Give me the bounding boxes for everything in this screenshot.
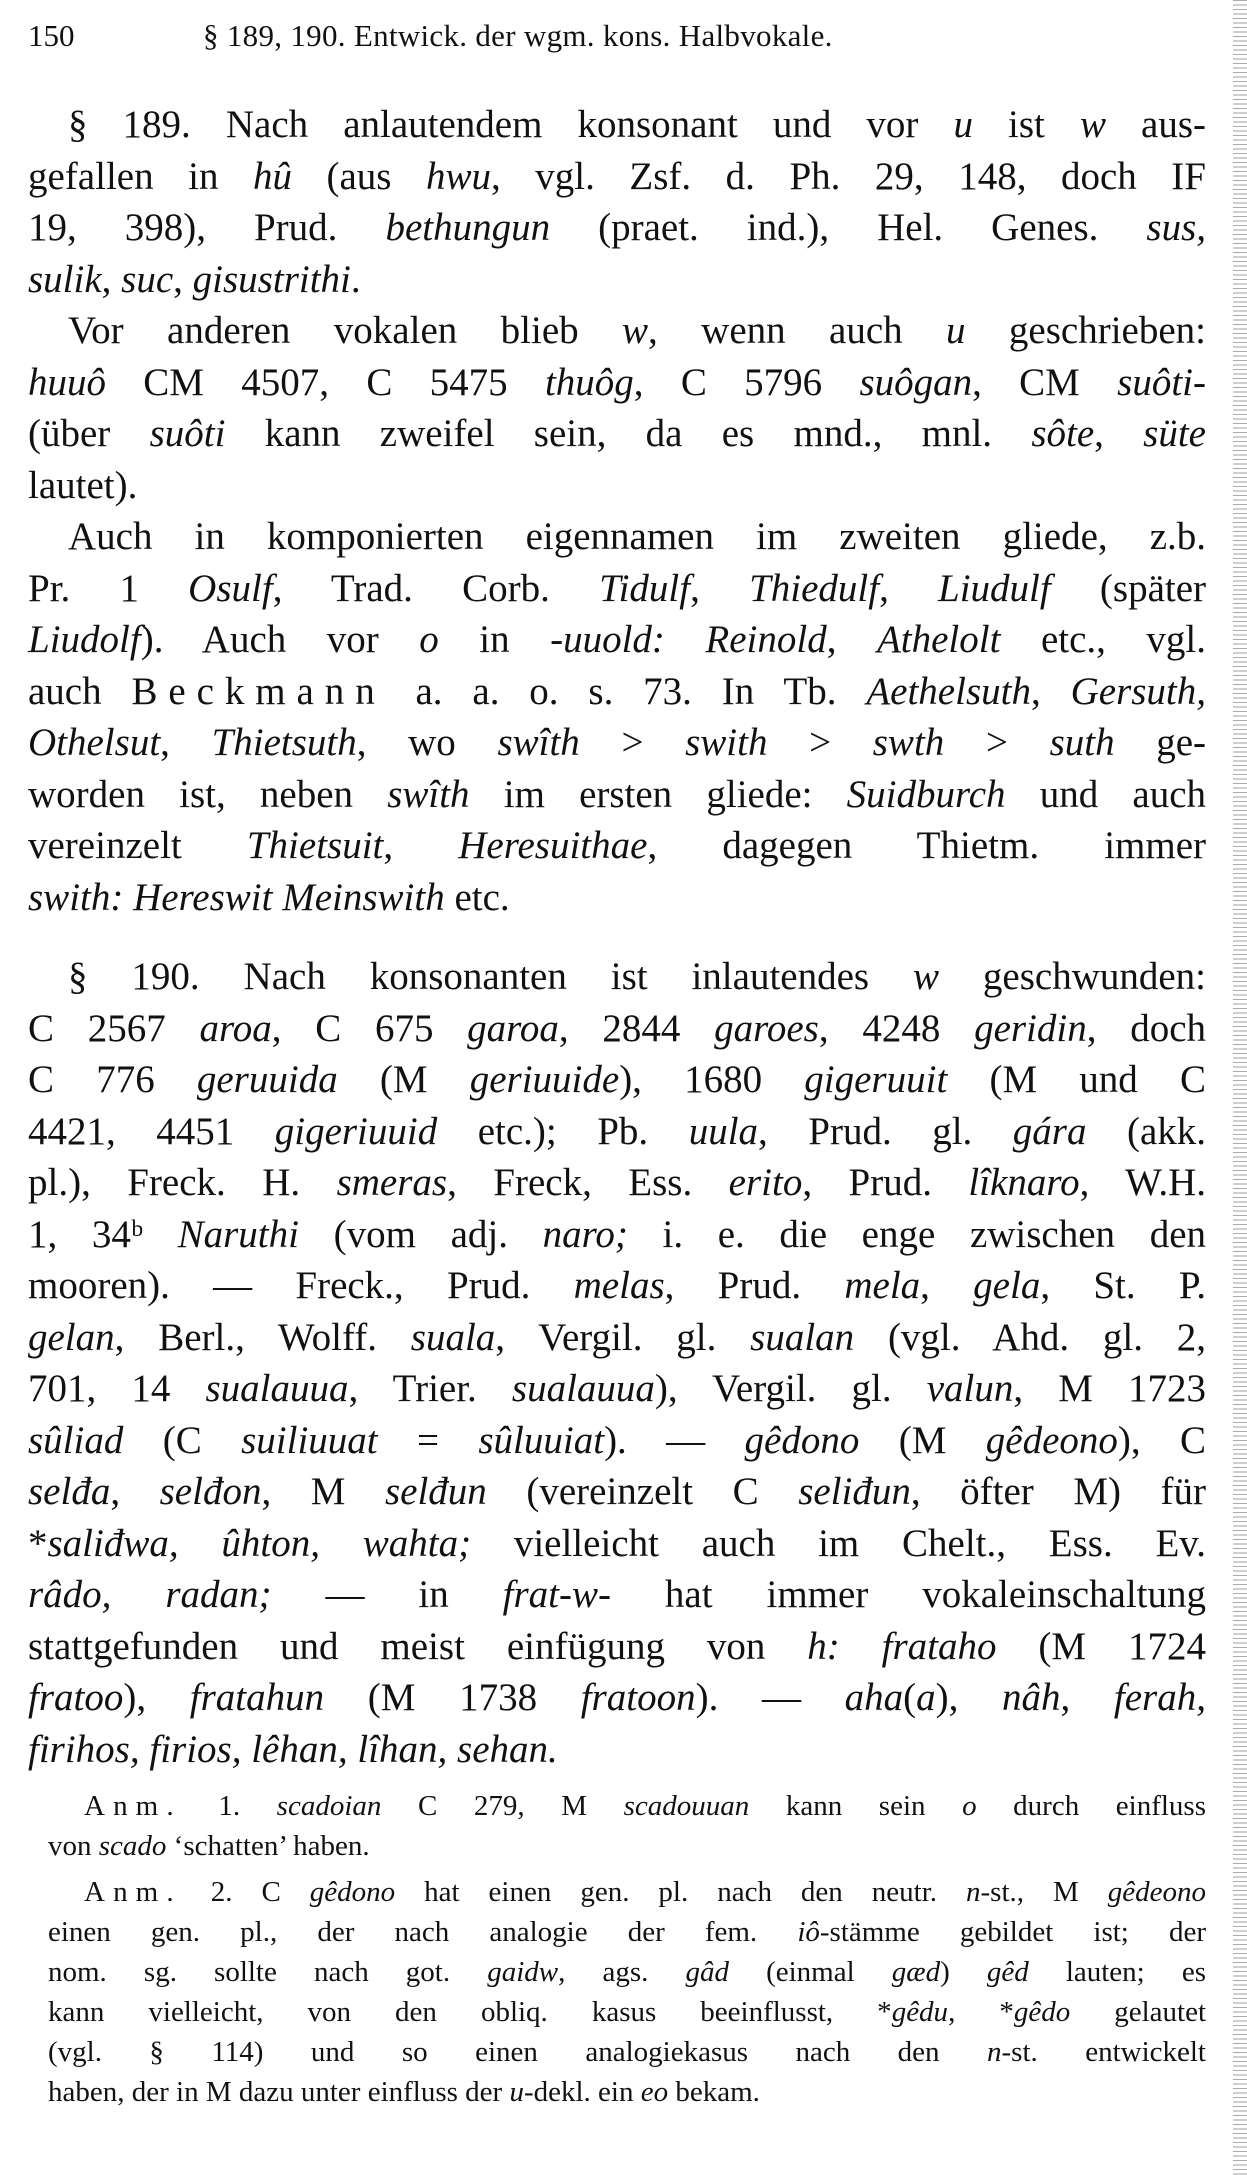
roman-text: ,: [383, 824, 459, 867]
italic-text: sualauua: [511, 1367, 655, 1410]
text-line: [28, 1518, 1206, 1570]
roman-text: >: [944, 721, 1050, 764]
roman-text: (M und C: [947, 1058, 1206, 1101]
italic-text: Gersuth,: [1070, 669, 1207, 713]
roman-text: >: [767, 721, 873, 764]
roman-text: 701, 14: [28, 1367, 206, 1410]
italic-text: gêdeono: [1107, 1876, 1207, 1908]
text-line: [48, 1992, 1206, 2032]
italic-text: geruuida: [196, 1058, 338, 1101]
italic-text: gêdo: [1013, 1996, 1071, 2028]
italic-text: fratoo: [28, 1676, 124, 1719]
text-line: [28, 1209, 1206, 1261]
italic-text: saliđwa, ûhton, wahta;: [47, 1521, 472, 1565]
roman-text: -dekl. ein: [523, 2076, 641, 2108]
paragraph-compound-names: [28, 511, 1206, 923]
text-line: [28, 202, 1206, 254]
text-line: [28, 717, 1206, 769]
roman-text: lauten; es: [1028, 1956, 1206, 1988]
roman-text: , C 675: [271, 1006, 468, 1050]
roman-text: hat einen gen. pl. nach den neutr.: [395, 1876, 967, 1908]
italic-text: nâh: [1002, 1676, 1061, 1719]
roman-text: ,: [826, 618, 877, 661]
italic-text: suth: [1049, 721, 1115, 764]
roman-text: Vor anderen vokalen blieb: [68, 309, 623, 352]
paragraph-other-vowels: [28, 305, 1206, 511]
roman-text: (einmal: [728, 1956, 892, 1988]
italic-text: Suidburch: [846, 772, 1006, 816]
roman-text: § 189. Nach anlautendem konsonant und vor: [68, 103, 954, 146]
italic-text: gæd: [891, 1956, 941, 1988]
italic-text: garoes: [714, 1006, 819, 1050]
roman-text: kann zweifel sein, da es mnd., mnl.: [225, 412, 1032, 455]
italic-text: swîth: [497, 721, 580, 764]
roman-text: ,: [1094, 412, 1144, 455]
roman-text: ist: [972, 103, 1080, 146]
italic-text: gigeriuuid: [274, 1109, 438, 1153]
italic-text: o: [962, 1790, 977, 1822]
roman-text: , ags.: [558, 1956, 686, 1988]
roman-text: bekam.: [668, 2076, 760, 2108]
roman-text: (vom adj.: [298, 1212, 543, 1256]
italic-text: fratahun: [189, 1676, 325, 1719]
italic-text: Heresuithae: [458, 824, 648, 867]
roman-text: pl.), Freck. H.: [28, 1161, 337, 1204]
roman-text: a. a. o. s. 73. In Tb.: [385, 669, 867, 713]
roman-text: , vgl. Zsf. d. Ph. 29, 148, doch IF: [491, 154, 1206, 198]
roman-text: kann sein: [749, 1790, 963, 1822]
roman-text: (vgl. § 114) und so einen analogiekasus nach den: [48, 2036, 987, 2068]
roman-text: von: [48, 1830, 99, 1862]
italic-text: gaidw: [487, 1956, 559, 1988]
roman-text: durch einfluss: [976, 1790, 1206, 1822]
roman-text: etc.); Pb.: [437, 1109, 689, 1153]
italic-text: melas: [573, 1264, 665, 1307]
roman-text: einen gen. pl., der nach analogie der fem.: [48, 1916, 798, 1948]
roman-text: C 2567: [28, 1006, 200, 1050]
italic-text: thuôg: [544, 360, 634, 404]
roman-text: , St. P.: [1040, 1264, 1206, 1307]
italic-text: uula: [688, 1109, 759, 1153]
roman-text: geschrieben:: [965, 309, 1206, 352]
roman-text: vielleicht auch im Chelt., Ess. Ev.: [471, 1521, 1206, 1565]
italic-text: w: [622, 309, 649, 352]
italic-text: selđun: [384, 1470, 487, 1513]
text-line: [28, 1569, 1206, 1621]
italic-text: aroa: [199, 1006, 272, 1050]
roman-text: ): [940, 1956, 987, 1988]
roman-text: , Berl., Wolff.: [114, 1315, 411, 1359]
paragraph-annotation-1: [48, 1786, 1206, 1866]
text-line: [28, 254, 1206, 306]
roman-text: , 2844: [558, 1006, 715, 1050]
roman-text: aus-: [1105, 103, 1206, 146]
roman-text: hat immer vokaleinschaltung: [611, 1573, 1206, 1616]
roman-text: ,: [173, 257, 193, 301]
roman-text: ). —: [695, 1676, 845, 1719]
roman-text: vereinzelt: [28, 824, 247, 867]
italic-text: Athelolt: [876, 618, 1001, 661]
italic-text: gêdeono: [985, 1418, 1118, 1462]
roman-text: (vereinzelt C: [486, 1470, 799, 1513]
roman-text: kann vielleicht, von den obliq. kasus beeinflusst, *: [48, 1996, 892, 2028]
text-line: [28, 872, 1206, 924]
italic-text: Thietsuth: [211, 721, 357, 764]
italic-text: ferah,: [1113, 1676, 1206, 1719]
text-line: [48, 2072, 1206, 2112]
roman-text: , *: [948, 1996, 1014, 2028]
roman-text: worden ist, neben: [28, 772, 388, 816]
italic-text: gêdu: [891, 1996, 949, 2028]
roman-text: Auch in komponierten eigennamen im zweiten gliede, z.b.: [68, 515, 1206, 558]
roman-text: C 279, M: [381, 1790, 624, 1822]
text-line: [28, 1312, 1206, 1364]
roman-text: , Freck, Ess.: [447, 1161, 729, 1204]
italic-text: frat-w-: [502, 1573, 611, 1616]
roman-text: ). —: [604, 1418, 745, 1462]
italic-text: firihos, firios, lêhan, lîhan, sehan.: [28, 1727, 558, 1771]
italic-text: Naruthi: [177, 1212, 299, 1256]
roman-text: (M 1738: [324, 1676, 581, 1719]
italic-text: gâd: [685, 1956, 729, 1988]
text-line: [28, 305, 1206, 357]
roman-text: 1.: [181, 1790, 277, 1822]
roman-text: etc., vgl.: [1000, 618, 1206, 661]
text-line: [48, 2032, 1206, 2072]
roman-text: , öfter M) für: [910, 1470, 1207, 1513]
text-line: [48, 1826, 1206, 1866]
text-line: [28, 1003, 1206, 1055]
text-line: [28, 1415, 1206, 1467]
roman-text: , doch: [1086, 1006, 1207, 1050]
italic-text: selđon: [159, 1470, 262, 1513]
page-body: [28, 99, 1206, 2112]
italic-text: bethungun: [385, 206, 551, 249]
roman-text: CM 4507, C 5475: [106, 360, 545, 404]
roman-text: stattgefunden und meist einfügung von: [28, 1624, 808, 1668]
roman-text: *: [28, 1521, 48, 1565]
italic-text: süte: [1143, 412, 1206, 455]
italic-text: Thiedulf: [749, 566, 880, 610]
roman-text: C 776: [28, 1058, 197, 1101]
roman-text: (M: [859, 1418, 986, 1462]
roman-text: , wenn auch: [648, 309, 947, 352]
roman-text: ,: [101, 257, 122, 301]
roman-text: -st., M: [980, 1876, 1108, 1908]
text-line: [28, 151, 1206, 203]
italic-text: suôgan: [859, 360, 973, 404]
italic-text: valun: [926, 1367, 1014, 1410]
italic-text: suôti-: [1117, 360, 1206, 404]
text-line: [48, 1952, 1206, 1992]
roman-text: , Trad. Corb.: [272, 566, 600, 610]
italic-text: sûluuiat: [478, 1418, 605, 1462]
roman-text: ,: [920, 1264, 974, 1307]
paragraph-section-189: [28, 99, 1206, 305]
roman-text: ,: [1030, 669, 1071, 713]
roman-text: , Vergil. gl.: [495, 1315, 751, 1359]
text-line: [28, 1672, 1206, 1724]
text-line: [28, 769, 1206, 821]
roman-text: gefallen in: [28, 154, 253, 198]
roman-text: auch: [28, 669, 132, 713]
text-line: [48, 1912, 1206, 1952]
italic-text: geriuuide: [469, 1058, 620, 1101]
roman-text: etc.: [444, 875, 510, 919]
text-line: [28, 99, 1206, 151]
italic-text: naro;: [542, 1212, 628, 1256]
italic-text: swith: [685, 721, 768, 764]
text-line: [28, 1724, 1206, 1776]
text-line: [28, 460, 1206, 512]
italic-text: gelan: [28, 1315, 115, 1359]
roman-text: , W.H.: [1079, 1161, 1206, 1204]
roman-text: -stämme gebildet ist; der: [819, 1916, 1206, 1948]
roman-text: i. e. die enge zwischen den: [627, 1212, 1206, 1256]
roman-text: (akk.: [1086, 1109, 1207, 1153]
roman-text: , M 1723: [1013, 1367, 1206, 1410]
italic-text: lîknaro: [968, 1161, 1080, 1204]
italic-text: Aethelsuth: [866, 669, 1031, 713]
italic-text: gêdono: [744, 1418, 860, 1462]
italic-text: sualan: [750, 1315, 855, 1359]
paragraph-section-190: [28, 951, 1206, 1775]
italic-text: h: frataho: [807, 1624, 997, 1668]
italic-text: scado: [98, 1830, 167, 1862]
roman-text: gelautet: [1070, 1996, 1207, 2028]
italic-text: gigeruuit: [804, 1058, 948, 1101]
roman-text: -st. entwickelt: [1001, 2036, 1206, 2068]
roman-text: =: [377, 1418, 479, 1462]
roman-text: , M: [261, 1470, 385, 1513]
italic-text: w: [912, 955, 939, 998]
italic-text: o: [419, 618, 439, 661]
text-line: [28, 951, 1206, 1003]
roman-text: (M: [337, 1058, 470, 1101]
roman-text: .: [350, 257, 361, 301]
italic-text: gisustrithi: [192, 257, 351, 301]
italic-text: Thietsuit: [246, 824, 384, 867]
italic-text: suc: [121, 257, 174, 301]
roman-text: ‘schatten’ haben.: [166, 1830, 370, 1862]
roman-text: (praet. ind.), Hel. Genes.: [550, 206, 1147, 249]
roman-text: 1, 34ᵇ: [28, 1212, 178, 1256]
roman-text: im ersten gliede:: [469, 772, 847, 816]
italic-text: fratoon: [580, 1676, 696, 1719]
italic-text: swîth: [387, 772, 470, 816]
spaced-text: Beckmann: [131, 669, 386, 713]
text-line: [28, 1157, 1206, 1209]
roman-text: 4421, 4451: [28, 1109, 275, 1153]
italic-text: -uuold: Reinold: [550, 618, 827, 661]
roman-text: haben, der in M dazu unter einfluss der: [48, 2076, 510, 2108]
text-line: [48, 1872, 1206, 1912]
italic-text: a: [916, 1676, 936, 1719]
text-line: [28, 511, 1206, 563]
roman-text: § 190. Nach konsonanten ist inlautendes: [68, 955, 913, 998]
text-line: [28, 1363, 1206, 1415]
italic-text: sualauua: [205, 1367, 349, 1410]
italic-text: aha: [844, 1676, 904, 1719]
running-header: [28, 14, 1208, 58]
roman-text: lautet).: [28, 463, 138, 507]
roman-text: , CM: [972, 360, 1118, 404]
scanned-page-edge: [1233, 0, 1247, 2175]
roman-text: (: [903, 1676, 917, 1719]
roman-text: (C: [123, 1418, 242, 1462]
roman-text: ),: [123, 1676, 190, 1719]
italic-text: gêd: [986, 1956, 1029, 1988]
spaced-text: Anm.: [84, 1876, 182, 1908]
italic-text: u: [946, 309, 966, 352]
italic-text: swth: [872, 721, 945, 764]
page-number: 150: [28, 18, 75, 53]
italic-text: smeras: [336, 1161, 448, 1204]
roman-text: und auch: [1005, 772, 1207, 816]
italic-text: selđa: [28, 1470, 111, 1513]
text-line: [28, 666, 1206, 718]
text-line: [48, 1786, 1206, 1826]
text-line: [28, 1106, 1206, 1158]
roman-text: (über: [28, 412, 150, 455]
italic-text: hû: [252, 154, 292, 198]
roman-text: , C 5796: [633, 360, 860, 404]
text-line: [28, 357, 1206, 409]
italic-text: sôte: [1031, 412, 1095, 455]
roman-text: ,: [160, 721, 212, 764]
italic-text: sûliad: [28, 1418, 124, 1462]
roman-text: ,: [690, 566, 750, 610]
italic-text: eo: [640, 2076, 669, 2108]
roman-text: Pr. 1: [28, 566, 189, 610]
roman-text: , wo: [356, 721, 498, 764]
roman-text: , Trier.: [348, 1367, 512, 1410]
italic-text: geridin: [974, 1006, 1087, 1050]
paragraph-annotation-2: [48, 1872, 1206, 2112]
roman-text: (M 1724: [996, 1624, 1206, 1668]
running-title: § 189, 190. Entwick. der wgm. kons. Halbvokale.: [203, 18, 833, 53]
italic-text: garoa: [467, 1006, 559, 1050]
italic-text: suala: [410, 1315, 496, 1359]
italic-text: gela: [973, 1264, 1041, 1307]
text-line: [28, 614, 1206, 666]
text-line: [28, 563, 1206, 615]
roman-text: ,: [1060, 1676, 1114, 1719]
italic-text: mela: [844, 1264, 921, 1307]
roman-text: ),: [935, 1676, 1002, 1719]
roman-text: ), 1680: [619, 1058, 805, 1101]
roman-text: ), C: [1117, 1418, 1207, 1462]
italic-text: seliđun: [798, 1470, 911, 1513]
roman-text: , Prud.: [664, 1264, 845, 1307]
italic-text: n: [987, 2036, 1002, 2068]
roman-text: mooren). — Freck., Prud.: [28, 1264, 574, 1307]
italic-text: sus,: [1146, 206, 1206, 249]
italic-text: w: [1079, 103, 1106, 146]
roman-text: , Prud.: [802, 1161, 969, 1204]
italic-text: erito: [728, 1161, 803, 1204]
italic-text: gára: [1012, 1109, 1087, 1153]
italic-text: suôti: [149, 412, 226, 455]
text-line: [28, 408, 1206, 460]
roman-text: ,: [110, 1470, 160, 1513]
roman-text: ), Vergil. gl.: [654, 1367, 927, 1410]
italic-text: Liudolf: [28, 618, 141, 661]
italic-text: n: [966, 1876, 981, 1908]
italic-text: huuô: [28, 360, 106, 404]
roman-text: nom. sg. sollte nach got.: [48, 1956, 488, 1988]
italic-text: u: [509, 2076, 524, 2108]
italic-text: scadoian: [276, 1790, 382, 1822]
italic-text: hwu: [426, 154, 492, 198]
text-line: [28, 1054, 1206, 1106]
roman-text: geschwunden:: [939, 955, 1206, 998]
roman-text: ). Auch vor: [140, 618, 420, 661]
text-line: [28, 1621, 1206, 1673]
roman-text: , Prud. gl.: [758, 1109, 1013, 1153]
spaced-text: Anm.: [84, 1790, 182, 1822]
italic-text: Liudulf: [938, 566, 1051, 610]
italic-text: Osulf: [188, 566, 273, 610]
italic-text: Tidulf: [599, 566, 691, 610]
italic-text: iô: [797, 1916, 820, 1948]
text-line: [28, 1466, 1206, 1518]
roman-text: (später: [1050, 566, 1207, 610]
italic-text: scadouuan: [623, 1790, 750, 1822]
italic-text: swith: Hereswit Meinswith: [28, 875, 445, 919]
roman-text: 2. C: [181, 1876, 310, 1908]
roman-text: ,: [879, 566, 939, 610]
italic-text: suiliuuat: [241, 1418, 378, 1462]
roman-text: — in: [271, 1573, 503, 1616]
text-line: [28, 820, 1206, 872]
roman-text: >: [579, 721, 686, 764]
roman-text: in: [438, 618, 551, 661]
italic-text: gêdono: [309, 1876, 396, 1908]
italic-text: sulik: [28, 257, 102, 301]
roman-text: (aus: [291, 154, 427, 198]
italic-text: Othelsut: [28, 721, 161, 764]
roman-text: 19, 398), Prud.: [28, 206, 386, 249]
roman-text: ge-: [1114, 721, 1207, 764]
roman-text: , 4248: [818, 1006, 975, 1050]
italic-text: u: [953, 103, 973, 146]
roman-text: , dagegen Thietm. immer: [647, 824, 1206, 867]
italic-text: râdo, radan;: [28, 1573, 272, 1616]
roman-text: (vgl. Ahd. gl. 2,: [854, 1315, 1206, 1359]
text-line: [28, 1260, 1206, 1312]
